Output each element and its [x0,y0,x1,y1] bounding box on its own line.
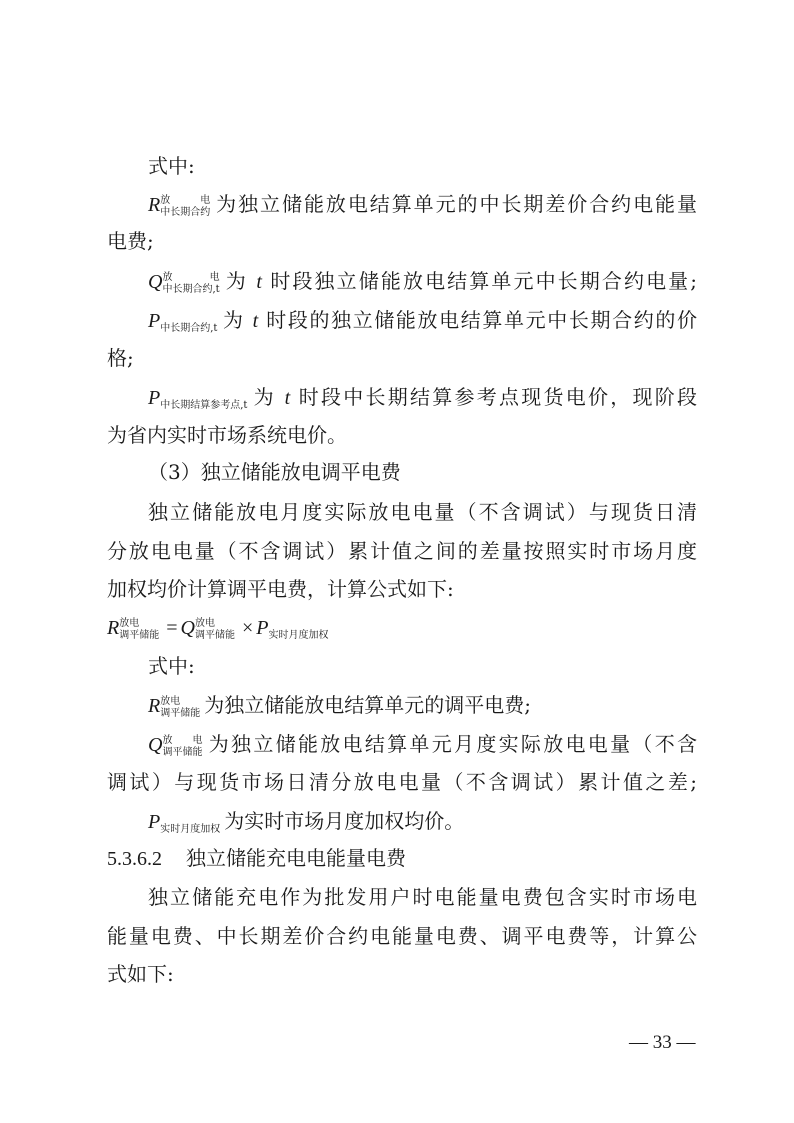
definition-r-balancing: R 放电 调平储能 为独立储能放电结算单元的调平电费; [148,693,531,719]
definition-p-monthly: P 实时月度加权 为实时市场月度加权均价。 [148,809,465,835]
definition-q-long-term: Q 放电 中长期合约,t 为 t 时段独立储能放电结算单元中长期合约电量; [148,269,698,295]
definition-r-long-term: R 放电 中长期合约 为独立储能放电结算单元的中长期差价合约电能量 [148,192,697,218]
paragraph-line: 独立储能放电月度实际放电电量（不含调试）与现货日清 [148,500,697,524]
section-heading-3: （3）独立储能放电调平电费 [148,460,401,484]
page-number: — 33 — [629,1032,696,1053]
where-label: 式中: [148,654,195,678]
section-heading-5-3-6-2: 5.3.6.2 独立储能充电电能量电费 [107,846,406,870]
definition-p-long-term: P 中长期合约,t 为 t 时段的独立储能放电结算单元中长期合约的价 [148,308,698,334]
definition-p-long-term-cont: 格; [107,346,134,370]
settlement-formula: R 放电 调平储能 = Q 放电 调平储能 × P 实时月度加权 [107,617,329,641]
definition-r-long-term-cont: 电费; [107,229,154,253]
superscript: 放电 [160,195,211,206]
definition-q-balancing: Q 放电 调平储能 为独立储能放电结算单元月度实际放电电量（不含 [148,732,697,758]
paragraph-line: 独立储能充电作为批发用户时电能量电费包含实时市场电 [148,885,697,909]
paragraph-line: 分放电电量（不含调试）累计值之间的差量按照实时市场月度 [107,539,697,563]
subscript: 中长期合约 [160,207,211,218]
definition-p-reference: P 中长期结算参考点,t 为 t 时段中长期结算参考点现货电价，现阶段 [148,385,698,411]
paragraph-line: 能量电费、中长期差价合约电能量电费、调平电费等，计算公 [107,924,697,948]
paragraph-line: 式如下: [107,962,174,986]
definition-p-reference-cont: 为省内实时市场系统电价。 [107,423,347,447]
where-label: 式中: [148,154,195,178]
variable-r: R [148,194,161,216]
paragraph-line: 加权均价计算调平电费，计算公式如下: [107,577,454,601]
definition-q-balancing-cont: 调试）与现货市场日清分放电电量（不含调试）累计值之差; [107,770,697,794]
